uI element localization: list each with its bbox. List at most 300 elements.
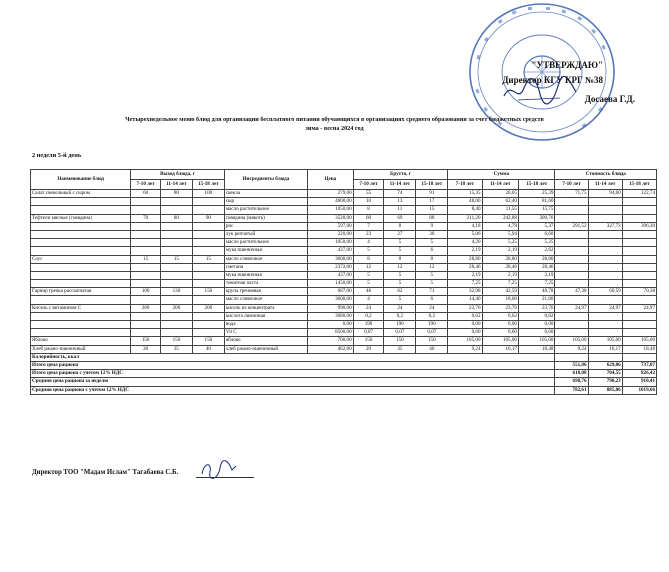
- table-row: [31, 296, 657, 304]
- gross-7-10: 0,2: [353, 312, 384, 320]
- cost-15-18: [622, 230, 656, 238]
- output-15-18: [192, 280, 224, 288]
- ingredient: масло растительное: [224, 206, 307, 214]
- gross-11-14: 0,07: [384, 329, 416, 337]
- week-label: 2 недели 5-й день: [32, 152, 82, 159]
- gross-11-14: 74: [384, 190, 416, 198]
- cost-15-18: 396,30: [622, 222, 656, 230]
- gross-15-18: 91: [416, 190, 448, 198]
- cost-15-18: [622, 239, 656, 247]
- output-15-18: [192, 198, 224, 206]
- cost-15-18: [622, 263, 656, 271]
- gross-15-18: 88: [416, 214, 448, 222]
- gross-15-18: 12: [416, 263, 448, 271]
- output-11-14: 130: [160, 288, 192, 296]
- cost-7-10: 71,75: [555, 190, 588, 198]
- output-15-18: 200: [192, 304, 224, 312]
- sum-7-10: 14,40: [448, 296, 482, 304]
- table-row: [31, 222, 657, 230]
- gross-7-10: 12: [353, 263, 384, 271]
- header-ingredients: Ингредиенты блюда: [224, 170, 307, 190]
- age-col: 7-10 лет: [131, 180, 161, 190]
- sum-11-14: 28,80: [482, 255, 518, 263]
- cost-7-10: [555, 239, 588, 247]
- sum-15-18: 48,78: [518, 288, 555, 296]
- total-row: [31, 370, 657, 378]
- cost-7-10: [555, 296, 588, 304]
- table-row: [31, 329, 657, 337]
- total-value: 826,42: [622, 370, 656, 378]
- sum-15-18: 6,60: [518, 230, 555, 238]
- sum-15-18: 0,00: [518, 321, 555, 329]
- gross-7-10: 0,07: [353, 329, 384, 337]
- table-row: [31, 280, 657, 288]
- header-price: Цена: [308, 170, 354, 190]
- header-cost: Стоимость блюда: [555, 170, 657, 180]
- table-row: [31, 255, 657, 263]
- table-row: [31, 304, 657, 312]
- gross-11-14: 62: [384, 288, 416, 296]
- gross-11-14: 150: [384, 337, 416, 345]
- ingredient: сыр: [224, 198, 307, 206]
- total-value: 790,23: [588, 378, 622, 386]
- cost-7-10: 291,52: [555, 222, 588, 230]
- sum-11-14: 18,00: [482, 296, 518, 304]
- cost-11-14: 94,60: [588, 190, 622, 198]
- cost-15-18: [622, 312, 656, 320]
- sum-7-10: 0,62: [448, 312, 482, 320]
- sum-11-14: 2,19: [482, 247, 518, 255]
- gross-15-18: 8: [416, 255, 448, 263]
- cost-7-10: [555, 329, 588, 337]
- output-11-14: 200: [160, 304, 192, 312]
- cost-7-10: [555, 271, 588, 279]
- gross-7-10: 60: [353, 214, 384, 222]
- sum-7-10: 2,19: [448, 247, 482, 255]
- cost-11-14: [588, 271, 622, 279]
- total-value: 1019,66: [622, 386, 656, 394]
- gross-7-10: 20: [353, 345, 384, 353]
- sum-15-18: 15,75: [518, 206, 555, 214]
- sum-7-10: 32,98: [448, 288, 482, 296]
- output-11-14: [160, 312, 192, 320]
- sum-7-10: 8,40: [448, 206, 482, 214]
- sum-15-18: 21,60: [518, 296, 555, 304]
- sum-15-18: 2,19: [518, 271, 555, 279]
- gross-7-10: 5: [353, 271, 384, 279]
- cost-11-14: [588, 206, 622, 214]
- ingredient: масло растительное: [224, 239, 307, 247]
- header-gross: Брутто, г: [353, 170, 448, 180]
- gross-11-14: 5: [384, 247, 416, 255]
- header-dish: Наименование блюд: [31, 170, 131, 190]
- table-row: [31, 214, 657, 222]
- sum-15-18: 5,37: [518, 222, 555, 230]
- sum-11-14: 11,55: [482, 206, 518, 214]
- output-7-10: [131, 222, 161, 230]
- gross-15-18: 17: [416, 198, 448, 206]
- output-11-14: [160, 206, 192, 214]
- total-label: Средняя цена рациона за неделю: [31, 378, 555, 386]
- ingredient: мука пшеничная: [224, 247, 307, 255]
- cost-15-18: 122,74: [622, 190, 656, 198]
- output-15-18: [192, 321, 224, 329]
- output-7-10: [131, 230, 161, 238]
- table-row: [31, 288, 657, 296]
- sum-7-10: 23,76: [448, 304, 482, 312]
- age-col: 15-18 лет: [518, 180, 555, 190]
- dish-name: [31, 263, 131, 271]
- sum-7-10: 105,00: [448, 337, 482, 345]
- age-col: 7-10 лет: [448, 180, 482, 190]
- price: 1050,00: [308, 239, 354, 247]
- sum-7-10: 15,35: [448, 190, 482, 198]
- output-7-10: [131, 329, 161, 337]
- dish-name: Хлеб ржано-пшеничный: [31, 345, 131, 353]
- cost-11-14: [588, 247, 622, 255]
- gross-11-14: 0,2: [384, 312, 416, 320]
- output-15-18: [192, 271, 224, 279]
- gross-11-14: 5: [384, 296, 416, 304]
- cost-7-10: [555, 255, 588, 263]
- sum-15-18: 81,60: [518, 198, 555, 206]
- table-row: [31, 321, 657, 329]
- age-col: 15-18 лет: [416, 180, 448, 190]
- table-row: [31, 247, 657, 255]
- gross-7-10: 8: [353, 255, 384, 263]
- sum-11-14: 0,60: [482, 329, 518, 337]
- output-11-14: [160, 198, 192, 206]
- age-col: 15-18 лет: [192, 180, 224, 190]
- sum-11-14: 5,25: [482, 239, 518, 247]
- dish-name: [31, 321, 131, 329]
- cost-15-18: [622, 280, 656, 288]
- gross-7-10: 190: [353, 321, 384, 329]
- ingredient: масло сливочное: [224, 255, 307, 263]
- output-15-18: [192, 296, 224, 304]
- cost-11-14: [588, 296, 622, 304]
- sum-7-10: 5,06: [448, 230, 482, 238]
- cost-15-18: [622, 271, 656, 279]
- cost-11-14: [588, 255, 622, 263]
- price: 3080,00: [308, 312, 354, 320]
- output-7-10: [131, 271, 161, 279]
- output-7-10: 200: [131, 304, 161, 312]
- sum-15-18: 5,25: [518, 239, 555, 247]
- output-11-14: [160, 222, 192, 230]
- ingredient: Vit C: [224, 329, 307, 337]
- title-line-2: зима - весна 2024 год: [305, 125, 364, 132]
- dish-name: [31, 198, 131, 206]
- gross-11-14: 12: [384, 263, 416, 271]
- cost-7-10: [555, 263, 588, 271]
- gross-11-14: 69: [384, 214, 416, 222]
- cost-11-14: [588, 280, 622, 288]
- total-value: 737,87: [622, 361, 656, 369]
- table-header-row: [31, 170, 657, 180]
- total-label: Итого цена рациона с учетом 12% НДС: [31, 370, 555, 378]
- price: 990,00: [308, 304, 354, 312]
- cost-7-10: 24,97: [555, 304, 588, 312]
- dish-name: [31, 239, 131, 247]
- output-11-14: [160, 230, 192, 238]
- cost-15-18: 18,48: [622, 345, 656, 353]
- gross-11-14: 11: [384, 206, 416, 214]
- age-col: 7-10 лет: [353, 180, 384, 190]
- gross-7-10: 23: [353, 230, 384, 238]
- output-7-10: [131, 247, 161, 255]
- gross-7-10: 4: [353, 296, 384, 304]
- ingredient: лук репчатый: [224, 230, 307, 238]
- output-15-18: 40: [192, 345, 224, 353]
- cost-7-10: 47,38: [555, 288, 588, 296]
- output-15-18: [192, 239, 224, 247]
- cost-11-14: [588, 214, 622, 222]
- approval-name: Досаева Г.Д.: [584, 94, 635, 104]
- sum-7-10: 0,00: [448, 321, 482, 329]
- total-row: [31, 353, 657, 361]
- age-col: 7-10 лет: [555, 180, 588, 190]
- total-value: [588, 353, 622, 361]
- output-11-14: [160, 280, 192, 288]
- dish-name: [31, 206, 131, 214]
- price: 4800,00: [308, 198, 354, 206]
- cost-11-14: [588, 230, 622, 238]
- cost-7-10: [555, 312, 588, 320]
- output-11-14: 80: [160, 190, 192, 198]
- output-11-14: [160, 296, 192, 304]
- title-line-1: Четырехнедельное меню блюд для организации бесплатного питания обучающихся в организациях среднего образования за счет бюджетных средств: [125, 116, 544, 123]
- total-value: 618,08: [555, 370, 588, 378]
- gross-11-14: 5: [384, 239, 416, 247]
- total-value: 629,06: [588, 361, 622, 369]
- cost-11-14: [588, 239, 622, 247]
- ingredient: мука пшеничная: [224, 271, 307, 279]
- total-label: Средняя цена рациона с учетом 12% НДС: [31, 386, 555, 394]
- gross-15-18: 5: [416, 280, 448, 288]
- gross-11-14: 5: [384, 271, 416, 279]
- total-value: [555, 353, 588, 361]
- gross-7-10: 24: [353, 304, 384, 312]
- dish-name: Соус: [31, 255, 131, 263]
- gross-15-18: 6: [416, 247, 448, 255]
- gross-15-18: 40: [416, 345, 448, 353]
- gross-7-10: 5: [353, 247, 384, 255]
- age-col: 11-14 лет: [160, 180, 192, 190]
- sum-11-14: 20,65: [482, 190, 518, 198]
- total-row: [31, 361, 657, 369]
- sum-11-14: 5,94: [482, 230, 518, 238]
- gross-15-18: 5: [416, 239, 448, 247]
- gross-7-10: 7: [353, 222, 384, 230]
- output-15-18: [192, 222, 224, 230]
- sum-15-18: 18,48: [518, 345, 555, 353]
- gross-15-18: 6: [416, 296, 448, 304]
- output-7-10: [131, 280, 161, 288]
- ingredient: свекла: [224, 190, 307, 198]
- cost-7-10: [555, 280, 588, 288]
- gross-11-14: 8: [384, 255, 416, 263]
- output-11-14: [160, 239, 192, 247]
- dish-name: [31, 280, 131, 288]
- cost-7-10: 105,00: [555, 337, 588, 345]
- output-15-18: 150: [192, 288, 224, 296]
- price: 1050,00: [308, 206, 354, 214]
- gross-11-14: 5: [384, 280, 416, 288]
- gross-15-18: 150: [416, 337, 448, 345]
- dish-name: [31, 230, 131, 238]
- gross-7-10: 8: [353, 206, 384, 214]
- output-7-10: 70: [131, 214, 161, 222]
- output-15-18: [192, 247, 224, 255]
- sum-15-18: 105,00: [518, 337, 555, 345]
- sum-7-10: 28,80: [448, 255, 482, 263]
- table-row: [31, 239, 657, 247]
- output-15-18: 100: [192, 190, 224, 198]
- output-15-18: [192, 230, 224, 238]
- gross-15-18: 71: [416, 288, 448, 296]
- gross-7-10: 150: [353, 337, 384, 345]
- approval-block: [502, 58, 603, 88]
- cost-7-10: [555, 321, 588, 329]
- price: 8500,00: [308, 329, 354, 337]
- gross-7-10: 4: [353, 239, 384, 247]
- gross-11-14: 13: [384, 198, 416, 206]
- output-7-10: [131, 239, 161, 247]
- price: 597,00: [308, 222, 354, 230]
- age-col: 11-14 лет: [384, 180, 416, 190]
- dish-name: Салат свекольный с сыром: [31, 190, 131, 198]
- cost-7-10: 9,24: [555, 345, 588, 353]
- gross-11-14: 35: [384, 345, 416, 353]
- table-row: [31, 337, 657, 345]
- output-7-10: 20: [131, 345, 161, 353]
- output-7-10: [131, 263, 161, 271]
- sum-7-10: 2,19: [448, 271, 482, 279]
- output-15-18: 90: [192, 214, 224, 222]
- header-output: Выход блюда, г: [131, 170, 225, 180]
- ingredient: яблоко: [224, 337, 307, 345]
- output-11-14: [160, 321, 192, 329]
- sum-15-18: 0,62: [518, 312, 555, 320]
- sum-15-18: 0,60: [518, 329, 555, 337]
- ingredient: вода: [224, 321, 307, 329]
- output-15-18: 15: [192, 255, 224, 263]
- cost-11-14: [588, 263, 622, 271]
- sum-11-14: 42,59: [482, 288, 518, 296]
- price: 3520,00: [308, 214, 354, 222]
- sum-7-10: 4,18: [448, 222, 482, 230]
- sum-7-10: 9,24: [448, 345, 482, 353]
- table-row: [31, 230, 657, 238]
- gross-11-14: 8: [384, 222, 416, 230]
- price: 220,00: [308, 230, 354, 238]
- cost-15-18: [622, 329, 656, 337]
- price: 1450,00: [308, 280, 354, 288]
- sum-11-14: 62,40: [482, 198, 518, 206]
- sum-7-10: 211,20: [448, 214, 482, 222]
- sum-7-10: 0,60: [448, 329, 482, 337]
- sum-11-14: 0,00: [482, 321, 518, 329]
- cost-11-14: [588, 329, 622, 337]
- output-11-14: [160, 263, 192, 271]
- price: 2372,00: [308, 263, 354, 271]
- sum-15-18: 28,80: [518, 255, 555, 263]
- gross-15-18: 30: [416, 230, 448, 238]
- cost-11-14: 24,97: [588, 304, 622, 312]
- gross-15-18: 15: [416, 206, 448, 214]
- cost-7-10: [555, 230, 588, 238]
- output-7-10: [131, 296, 161, 304]
- dish-name: [31, 312, 131, 320]
- menu-table: [30, 169, 657, 395]
- output-7-10: [131, 321, 161, 329]
- total-row: [31, 386, 657, 394]
- price: 687,00: [308, 288, 354, 296]
- dish-name: Тефтели мясные (говядина): [31, 214, 131, 222]
- output-11-14: [160, 329, 192, 337]
- output-7-10: 150: [131, 337, 161, 345]
- output-7-10: 60: [131, 190, 161, 198]
- total-value: 551,86: [555, 361, 588, 369]
- sum-11-14: 242,88: [482, 214, 518, 222]
- cost-7-10: [555, 214, 588, 222]
- header-sum: Сумма: [448, 170, 555, 180]
- table-row: [31, 271, 657, 279]
- ingredient: кислота лимонная: [224, 312, 307, 320]
- cost-15-18: [622, 198, 656, 206]
- sum-15-18: 23,76: [518, 304, 555, 312]
- cost-11-14: 105,00: [588, 337, 622, 345]
- cost-11-14: 60,59: [588, 288, 622, 296]
- sum-11-14: 23,76: [482, 304, 518, 312]
- price: 0,00: [308, 321, 354, 329]
- price: 700,00: [308, 337, 354, 345]
- table-row: [31, 345, 657, 353]
- ingredient: кисель из концентрата: [224, 304, 307, 312]
- dish-name: Яблоко: [31, 337, 131, 345]
- output-11-14: 15: [160, 255, 192, 263]
- gross-11-14: 190: [384, 321, 416, 329]
- ingredient: рис: [224, 222, 307, 230]
- price: 3600,00: [308, 255, 354, 263]
- document-title: [0, 115, 669, 133]
- age-col: 11-14 лет: [482, 180, 518, 190]
- price: 279,00: [308, 190, 354, 198]
- cost-11-14: 16,17: [588, 345, 622, 353]
- ingredient: томатная паста: [224, 280, 307, 288]
- cost-7-10: [555, 198, 588, 206]
- sum-15-18: 28,46: [518, 263, 555, 271]
- output-15-18: 150: [192, 337, 224, 345]
- output-11-14: 35: [160, 345, 192, 353]
- sum-7-10: 48,00: [448, 198, 482, 206]
- dish-name: Кисель с витамином С: [31, 304, 131, 312]
- output-7-10: [131, 206, 161, 214]
- cost-11-14: [588, 198, 622, 206]
- cost-15-18: 70,38: [622, 288, 656, 296]
- price: 462,00: [308, 345, 354, 353]
- sum-11-14: 7,25: [482, 280, 518, 288]
- gross-7-10: 48: [353, 288, 384, 296]
- total-value: [622, 353, 656, 361]
- cost-7-10: [555, 247, 588, 255]
- output-11-14: 80: [160, 214, 192, 222]
- table-row: [31, 312, 657, 320]
- output-7-10: [131, 312, 161, 320]
- output-11-14: [160, 247, 192, 255]
- total-row: [31, 378, 657, 386]
